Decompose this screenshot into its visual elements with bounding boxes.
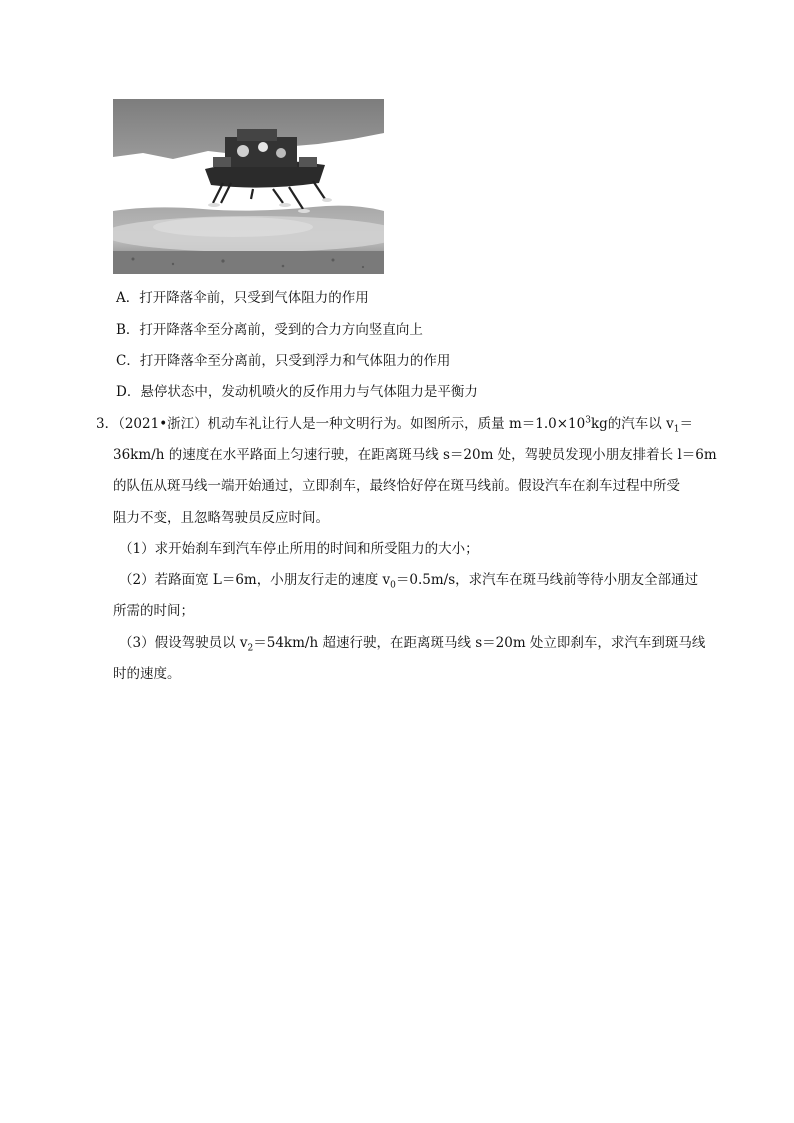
sub-question-1: （1）求开始刹车到汽车停止所用的时间和所受阻力的大小；: [119, 541, 479, 557]
option-b: [116, 320, 423, 340]
question-text: 机动车礼让行人是一种文明行为。如图所示，质量 m＝1.0×10: [207, 416, 586, 432]
sub-question-text: ＝54km/h 超速行驶，在距离斑马线 s＝20m 处立即刹车，求汽车到斑马线: [253, 635, 706, 651]
question-3-line-1: [96, 414, 693, 434]
subscript: 2: [247, 643, 254, 654]
question-text: kg的汽车以 v: [590, 416, 674, 432]
option-d: [116, 382, 478, 402]
subscript: 1: [673, 424, 680, 435]
option-c-label: C．: [116, 353, 140, 369]
lander-photo: [113, 99, 384, 274]
option-b-text: 打开降落伞至分离前，受到的合力方向竖直向上: [139, 322, 423, 338]
subscript: 0: [390, 580, 396, 591]
question-number: 3．: [96, 416, 119, 432]
sub-question-text: ＝0.5m/s，求汽车在斑马线前等待小朋友全部通过: [395, 572, 699, 588]
option-c: [116, 351, 450, 371]
option-a: [116, 288, 369, 308]
question-3-line-3: 的队伍从斑马线一端开始通过，立即刹车，最终恰好停在斑马线前。假设汽车在刹车过程中所受: [113, 478, 680, 494]
sub-question-2: [119, 570, 698, 590]
option-c-text: 打开降落伞至分离前，只受到浮力和气体阻力的作用: [139, 353, 451, 369]
question-text: ＝: [679, 416, 693, 432]
sub-question-2-line-2: 所需的时间；: [113, 603, 194, 619]
sub-question-3-line-2: 时的速度。: [113, 666, 181, 682]
sub-question-text: （3）假设驾驶员以 v: [119, 635, 248, 651]
option-a-text: 打开降落伞前，只受到气体阻力的作用: [139, 290, 369, 306]
exponent: 3: [585, 415, 591, 426]
question-3-line-4: 阻力不变，且忽略驾驶员反应时间。: [113, 510, 329, 526]
lander-photo-svg: [113, 99, 384, 274]
sub-question-text: （2）若路面宽 L＝6m，小朋友行走的速度 v: [119, 572, 391, 588]
question-3-line-2: 36km/h 的速度在水平路面上匀速行驶，在距离斑马线 s＝20m 处，驾驶员发现小朋友排着长 l＝6m: [113, 447, 717, 463]
sub-question-3: [119, 633, 705, 653]
option-d-text: 悬停状态中，发动机喷火的反作用力与气体阻力是平衡力: [140, 384, 478, 400]
question-source: （2021•浙江）: [118, 416, 208, 432]
option-a-label: A．: [116, 290, 140, 306]
option-b-label: B．: [116, 322, 140, 338]
option-d-label: D．: [116, 384, 141, 400]
